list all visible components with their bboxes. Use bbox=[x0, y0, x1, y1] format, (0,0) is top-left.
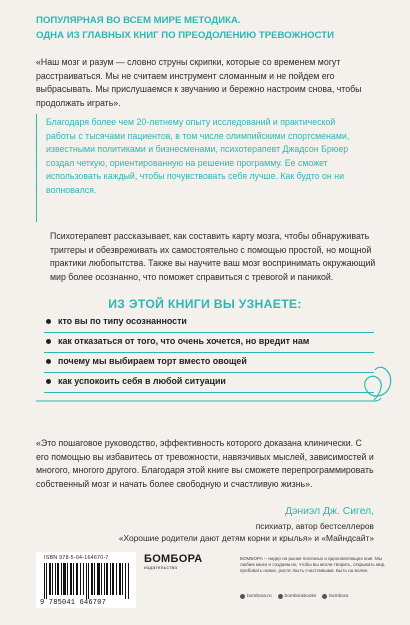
intro-quote: «Наш мозг и разум — словно струны скрипки, которые со временем могут расстраиваться. Мы не считаем инструмент сломанным и не пойдем его выбрасывать. Мы прислушаемся к звучанию и бережно настроим снова, чтобы продолжать играть». bbox=[36, 57, 362, 108]
divider bbox=[44, 392, 374, 393]
review-author-description bbox=[34, 520, 374, 544]
list-item bbox=[44, 356, 374, 376]
bullet-icon bbox=[46, 379, 51, 384]
social-item[interactable] bbox=[240, 594, 272, 599]
divider bbox=[44, 372, 374, 373]
author-credentials-text: Благодаря более чем 20-летнему опыту исследований и практической работы с тысячами пациентов, в том числе олимпийскими спортсменами, известными политиками и бизнесменами, психотерапевт Джадсон Брюер создал четкую, ориентированную на решение программу. Ее сможет использовать каждый, чтобы почувствовать себя лучше. Как будто он ни волновался. bbox=[46, 117, 350, 195]
bullet-icon bbox=[46, 319, 51, 324]
web-icon bbox=[240, 594, 245, 599]
isbn-label: ISBN 978-5-04-164670-7 bbox=[44, 555, 109, 561]
telegram-icon bbox=[322, 594, 327, 599]
divider bbox=[44, 332, 374, 333]
description-text: Психотерапевт рассказывает, как составить карту мозга, чтобы обнаруживать триггеры и обезвреживать их самостоятельно с помощью простой, но мощной практики любопытства. Также вы научите ваш мозг воспринимать окружающий мир более осознанно, что поможет справиться с тревогой и паникой. bbox=[50, 231, 376, 282]
review-quote: «Это пошаговое руководство, эффективность которого доказана клинически. С его помощью вы избавитесь от тревожности, навязчивых мыслей, зависимостей и многого, многого другого. Благодаря этой книге вы сможете перепрограммировать собственный мозг и начать более свободную и счастливую жизнь». bbox=[36, 438, 374, 489]
divider bbox=[44, 352, 374, 353]
social-item[interactable] bbox=[278, 594, 317, 599]
social-label: bomborabooks bbox=[284, 594, 317, 599]
review-author: Дэниэл Дж. Сигел, bbox=[285, 506, 374, 517]
list-item-label: кто вы по типу осознанности bbox=[58, 316, 187, 326]
bullet-icon bbox=[46, 359, 51, 364]
barcode-icon bbox=[44, 563, 130, 599]
social-label: bombora.ru bbox=[247, 594, 272, 599]
list-item bbox=[44, 336, 374, 356]
learn-heading: ИЗ ЭТОЙ КНИГИ ВЫ УЗНАЕТЕ: bbox=[108, 297, 302, 311]
list-item bbox=[44, 376, 374, 396]
publisher-subtitle: издательство bbox=[144, 566, 178, 571]
list-item-label: почему мы выбираем торт вместо овощей bbox=[58, 356, 247, 366]
publisher-blurb: БОМБОРА – лидер на рынке полезных и вдохновляющих книг. Мы любим книги и создаем их, чтобы вы могли творить, открывать мир, пробовать новое, расти. Быть счастливыми. Быть на волне. bbox=[240, 556, 386, 574]
list-item-label: как отказаться от того, что очень хочется, но вредит нам bbox=[58, 336, 310, 346]
tagline-line1: ПОПУЛЯРНАЯ ВО ВСЕМ МИРЕ МЕТОДИКА. bbox=[36, 15, 241, 26]
tagline-line2: ОДНА ИЗ ГЛАВНЫХ КНИГ ПО ПРЕОДОЛЕНИЮ ТРЕВОЖНОСТИ bbox=[36, 30, 335, 41]
social-item[interactable] bbox=[322, 594, 348, 599]
vk-icon bbox=[278, 594, 283, 599]
tagline bbox=[36, 13, 406, 43]
social-links bbox=[240, 594, 400, 599]
author-desc-line2: «Хорошие родители дают детям корни и крылья» и «Майндсайт» bbox=[118, 533, 374, 543]
list-item bbox=[44, 316, 374, 336]
list-item-label: как успокоить себя в любой ситуации bbox=[58, 376, 226, 386]
barcode-digits: 9 785041 646707 bbox=[40, 599, 107, 607]
publisher-logo: БОМБОРА bbox=[144, 553, 203, 565]
social-label: bombora bbox=[329, 594, 349, 599]
author-desc-line1: психиатр, автор бестселлеров bbox=[255, 521, 374, 531]
bullet-icon bbox=[46, 339, 51, 344]
